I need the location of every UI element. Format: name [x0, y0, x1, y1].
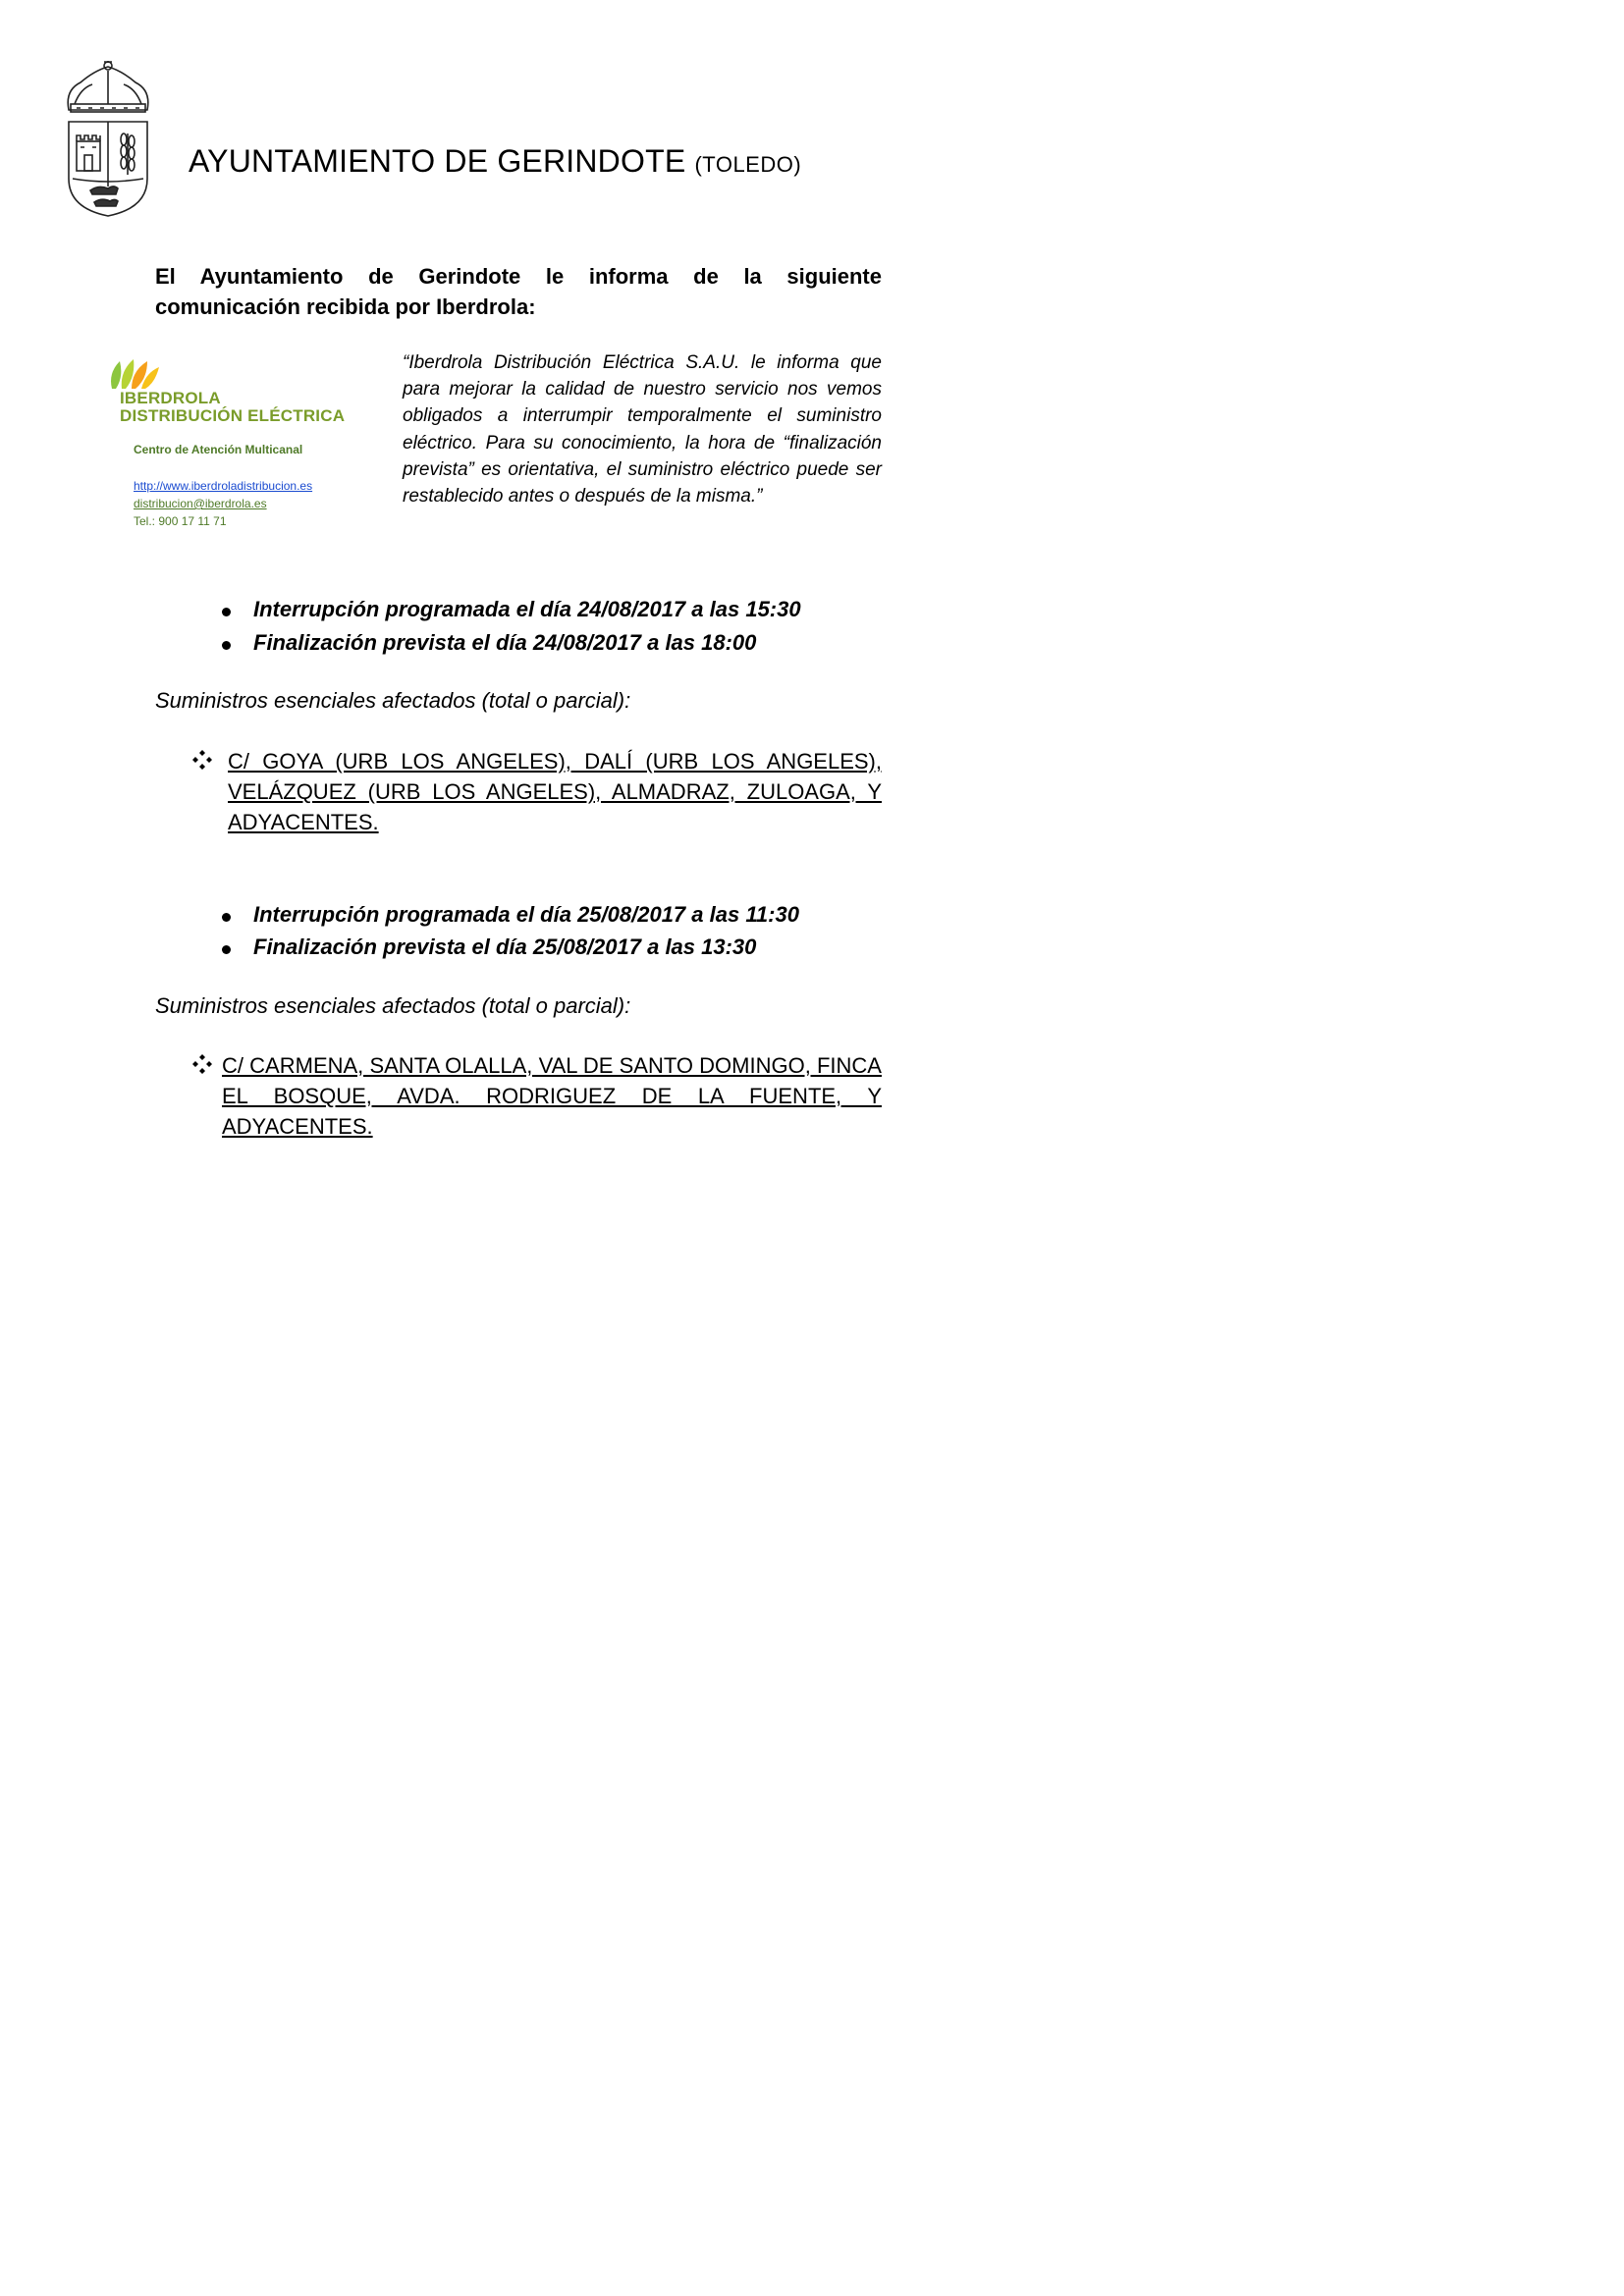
outage-1-end-text: Finalización prevista el día 24/08/2017 a las 18:00: [253, 630, 757, 655]
iberdrola-brand-line-2: DISTRIBUCIÓN ELÉCTRICA: [120, 406, 346, 425]
outage-2-affected-label: Suministros esenciales afectados (total o parcial):: [155, 993, 631, 1018]
municipal-crest-icon: [61, 61, 155, 220]
diamond-bullet-icon: [192, 1054, 212, 1074]
intro-paragraph: [155, 261, 882, 322]
iberdrola-quote: “Iberdrola Distribución Eléctrica S.A.U. le informa que para mejorar la calidad de nuestro servicio nos vemos obligados a interrumpir temporalmente el suministro eléctrico. Para su conocimiento, la hora de “finalización prevista” es orientativa, el suministro eléctrico puede ser restablecido antes o después de la misma.”: [403, 352, 882, 507]
iberdrola-leaves-icon: [106, 355, 165, 391]
service-center-label: Centro de Atención Multicanal: [134, 443, 303, 456]
page-title: [189, 143, 801, 180]
iberdrola-contact-block: [106, 353, 352, 540]
intro-line-2: comunicación recibida por Iberdrola:: [155, 294, 536, 319]
phone-number: Tel.: 900 17 11 71: [134, 514, 227, 528]
website-link[interactable]: http://www.iberdroladistribucion.es: [134, 479, 313, 493]
email-link[interactable]: distribucion@iberdrola.es: [134, 497, 267, 510]
outage-2-end-text: Finalización prevista el día 25/08/2017 a las 13:30: [253, 934, 757, 959]
outage-2-start-text: Interrupción programada el día 25/08/2017 a las 11:30: [253, 902, 799, 927]
org-name: AYUNTAMIENTO DE GERINDOTE: [189, 143, 686, 179]
outage-2-streets-text: C/ CARMENA, SANTA OLALLA, VAL DE SANTO DOMINGO, FINCA EL BOSQUE, AVDA. RODRIGUEZ DE LA FUENTE, Y ADYACENTES.: [222, 1053, 882, 1139]
outage-1-start-text: Interrupción programada el día 24/08/2017 a las 15:30: [253, 597, 801, 621]
intro-line-1: El Ayuntamiento de Gerindote le informa de la siguiente: [155, 264, 882, 289]
org-province: (TOLEDO): [694, 152, 802, 177]
outage-1-affected-label: Suministros esenciales afectados (total o parcial):: [155, 688, 631, 713]
diamond-bullet-icon: [192, 750, 212, 770]
bullet-icon: [222, 913, 231, 922]
iberdrola-brand-line-1: IBERDROLA: [120, 389, 221, 407]
bullet-icon: [222, 945, 231, 954]
bullet-icon: [222, 641, 231, 650]
bullet-icon: [222, 608, 231, 616]
outage-1-streets-text: C/ GOYA (URB LOS ANGELES), DALÍ (URB LOS ANGELES), VELÁZQUEZ (URB LOS ANGELES), ALMADRAZ, ZULOAGA, Y ADYACENTES.: [228, 749, 882, 834]
